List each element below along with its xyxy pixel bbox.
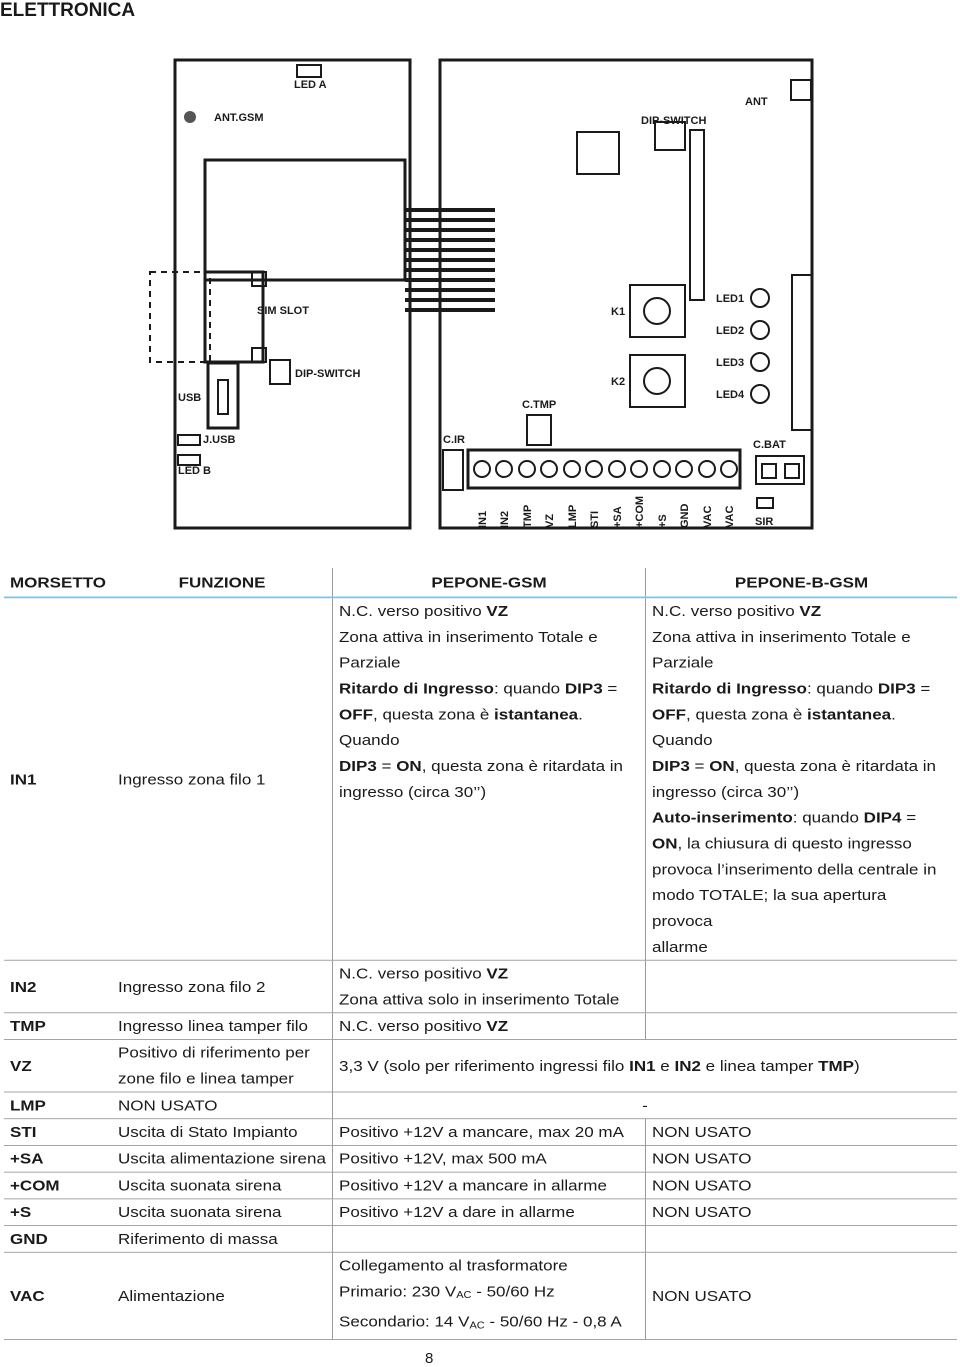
section-title: ELETTRONICA xyxy=(0,0,136,21)
label-c-tmp: C.TMP xyxy=(522,399,557,411)
cell-b-gsm: NON USATO xyxy=(646,1199,957,1226)
row-function: Ingresso zona filo 1 xyxy=(118,770,266,788)
label-led3: LED3 xyxy=(716,357,745,369)
row-function: Riferimento di massa xyxy=(118,1230,278,1248)
table-row xyxy=(4,1226,957,1253)
cell-gsm xyxy=(333,1226,646,1253)
cell-gsm: N.C. verso positivo VZ Zona attiva solo in inserimento Totale xyxy=(333,960,646,1013)
cell-gsm: N.C. verso positivo VZ Zona attiva in inserimento Totale e Parziale Ritardo di Ingresso: quando DIP3 = OFF, questa zona è istantanea. Quando DIP3 = ON, questa zona è ritardata in ingresso (circa 30’’) xyxy=(333,597,646,960)
row-key: LMP xyxy=(10,1096,46,1114)
table-header-row xyxy=(4,568,957,597)
row-function: Ingresso linea tamper filo xyxy=(118,1017,308,1035)
col-pepone-gsm: PEPONE-GSM xyxy=(333,568,646,597)
label-c-ir: C.IR xyxy=(443,434,465,446)
label-led-a: LED A xyxy=(294,79,327,91)
terminal-label: +S xyxy=(657,514,669,528)
label-usb: USB xyxy=(178,392,202,404)
row-function: Uscita alimentazione sirena xyxy=(118,1150,326,1168)
table-row xyxy=(4,1039,957,1092)
row-key: +SA xyxy=(10,1150,44,1168)
terminal-label: STI xyxy=(589,510,601,528)
row-function: Uscita di Stato Impianto xyxy=(118,1123,298,1141)
terminal-label: TMP xyxy=(522,504,534,528)
terminal-label: GND xyxy=(679,503,691,528)
cell-b-gsm: NON USATO xyxy=(646,1145,957,1172)
table-row xyxy=(4,1092,957,1119)
row-function: Positivo di riferimento per zone filo e linea tamper xyxy=(118,1044,310,1088)
cell-gsm: Positivo +12V a dare in allarme xyxy=(333,1199,646,1226)
label-sim-slot: SIM SLOT xyxy=(257,305,309,317)
label-ant: ANT xyxy=(745,96,768,108)
row-key: GND xyxy=(10,1230,48,1248)
label-led2: LED2 xyxy=(716,325,745,337)
label-c-bat: C.BAT xyxy=(753,439,786,451)
table-row xyxy=(4,960,957,1013)
label-dip-switch-right: DIP-SWITCH xyxy=(641,115,707,127)
label-led-b: LED B xyxy=(178,465,211,477)
cell-gsm: Collegamento al trasformatore Primario: 230 VAC - 50/60 Hz Secondario: 14 VAC - 50/60 Hz - 0,8 A xyxy=(333,1252,646,1339)
cell-b-gsm xyxy=(646,960,957,1013)
cell-gsm: Positivo +12V a mancare, max 20 mA xyxy=(333,1119,646,1146)
terminal-label: VAC xyxy=(724,505,736,528)
label-led4: LED4 xyxy=(716,389,745,401)
cell-b-gsm: NON USATO xyxy=(646,1119,957,1146)
cell-b-gsm xyxy=(646,1013,957,1040)
cell-b-gsm xyxy=(646,1226,957,1253)
row-key: TMP xyxy=(10,1017,46,1035)
row-key: +COM xyxy=(10,1177,60,1194)
row-key: IN1 xyxy=(10,770,37,788)
terminal-label: IN2 xyxy=(499,510,511,528)
cell-shared: - xyxy=(333,1092,957,1119)
col-morsetto: MORSETTO xyxy=(4,568,112,597)
col-pepone-b-gsm: PEPONE-B-GSM xyxy=(646,568,957,597)
terminal-label: +COM xyxy=(634,495,646,528)
terminal-label: +SA xyxy=(612,506,624,528)
terminal-label: VAC xyxy=(702,505,714,528)
cell-b-gsm: NON USATO xyxy=(646,1172,957,1199)
row-function: Ingresso zona filo 2 xyxy=(118,978,266,995)
table-row xyxy=(4,1252,957,1339)
label-sir: SIR xyxy=(755,516,774,528)
table-row xyxy=(4,1013,957,1040)
row-function: Uscita suonata sirena xyxy=(118,1177,282,1194)
cell-shared: 3,3 V (solo per riferimento ingressi filo IN1 e IN2 e linea tamper TMP) xyxy=(333,1039,957,1092)
cell-gsm: N.C. verso positivo VZ xyxy=(333,1013,646,1040)
terminal-label: VZ xyxy=(544,513,556,528)
terminal-table xyxy=(4,568,957,1340)
table-row xyxy=(4,597,957,960)
label-led1: LED1 xyxy=(716,293,745,305)
row-key: STI xyxy=(10,1123,37,1141)
terminal-label: IN1 xyxy=(477,510,489,528)
cell-gsm: Positivo +12V, max 500 mA xyxy=(333,1145,646,1172)
row-function: Alimentazione xyxy=(118,1287,225,1305)
table-row xyxy=(4,1172,957,1199)
table-row xyxy=(4,1199,957,1226)
cell-gsm: Positivo +12V a mancare in allarme xyxy=(333,1172,646,1199)
row-key: VZ xyxy=(10,1057,32,1075)
label-k2: K2 xyxy=(611,376,626,388)
table-row xyxy=(4,1119,957,1146)
label-ant-gsm: ANT.GSM xyxy=(214,112,264,124)
row-key: +S xyxy=(10,1203,32,1221)
row-key: IN2 xyxy=(10,978,37,995)
row-function: NON USATO xyxy=(118,1096,218,1114)
label-k1: K1 xyxy=(611,306,626,318)
row-function: Uscita suonata sirena xyxy=(118,1203,282,1221)
col-funzione: FUNZIONE xyxy=(112,568,333,597)
terminal-label: LMP xyxy=(567,504,579,528)
pcb-diagram xyxy=(0,40,960,560)
cell-b-gsm: N.C. verso positivo VZ Zona attiva in inserimento Totale e Parziale Ritardo di Ingresso: quando DIP3 = OFF, questa zona è istantanea. Quando DIP3 = ON, questa zona è ritardata in ingresso (circa 30’’) Auto-inserimento: quando DIP4 = ON, la chiusura di questo ingresso provoca l’inserimento della centrale in modo TOTALE; la sua apertura provoca allarme xyxy=(646,597,957,960)
row-key: VAC xyxy=(10,1287,45,1305)
page-number: 8 xyxy=(425,1350,434,1367)
cell-b-gsm: NON USATO xyxy=(646,1252,957,1339)
table-row xyxy=(4,1145,957,1172)
label-dip-switch-left: DIP-SWITCH xyxy=(295,368,361,380)
label-j-usb: J.USB xyxy=(203,434,236,446)
